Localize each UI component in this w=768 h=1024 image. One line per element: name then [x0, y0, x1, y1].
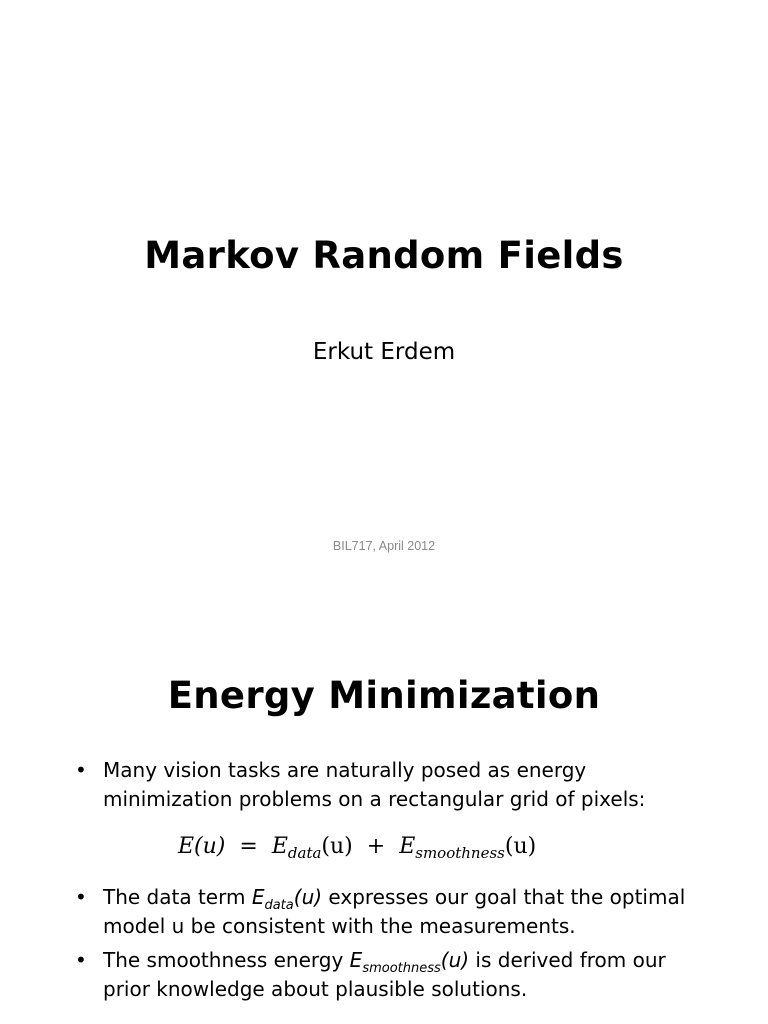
bullet-marker: • [75, 885, 87, 909]
inline-math-symbol: E [251, 885, 265, 909]
equation-subscript: data [287, 844, 322, 862]
equation-term-symbol: E [271, 834, 288, 859]
inline-math-argument: (u) [293, 885, 323, 909]
equation-plus: + [366, 834, 386, 859]
bullet-text-part: is derived from our prior knowledge about plausible solutions. [103, 948, 666, 1001]
bullet-item [75, 883, 715, 940]
bullet-text [103, 883, 715, 940]
equation-lhs: E(u) [178, 834, 226, 859]
bullet-text-part: expresses our goal that the optimal model u be consistent with the measurements. [103, 885, 686, 938]
content-slide [0, 600, 768, 1024]
equation-equals: = [239, 834, 258, 859]
slide-title: Markov Random Fields [144, 234, 624, 277]
bullet-text-part: The smoothness energy [103, 948, 350, 972]
inline-math-subscript: data [264, 898, 294, 913]
bullet-marker: • [75, 758, 87, 782]
bullet-item [75, 946, 715, 1003]
energy-equation [178, 834, 536, 862]
bullet-text: Many vision tasks are naturally posed as energy minimization problems on a rectangular grid of pixels: [103, 758, 646, 811]
equation-subscript: smoothness [415, 844, 505, 862]
bullet-marker: • [75, 948, 87, 972]
inline-math-symbol: E [349, 948, 363, 972]
course-date: BIL717, April 2012 [332, 539, 436, 553]
inline-math-subscript: smoothness [362, 961, 441, 976]
bullet-item [75, 756, 715, 813]
equation-term-symbol: E [399, 834, 416, 859]
slide-title: Energy Minimization [167, 674, 601, 717]
equation-argument: (u) [321, 834, 353, 859]
bullet-text-part: The data term [103, 885, 252, 909]
author-name: Erkut Erdem [312, 339, 456, 365]
bullet-text [103, 946, 715, 1003]
equation-argument: (u) [504, 834, 537, 859]
inline-math-argument: (u) [440, 948, 470, 972]
